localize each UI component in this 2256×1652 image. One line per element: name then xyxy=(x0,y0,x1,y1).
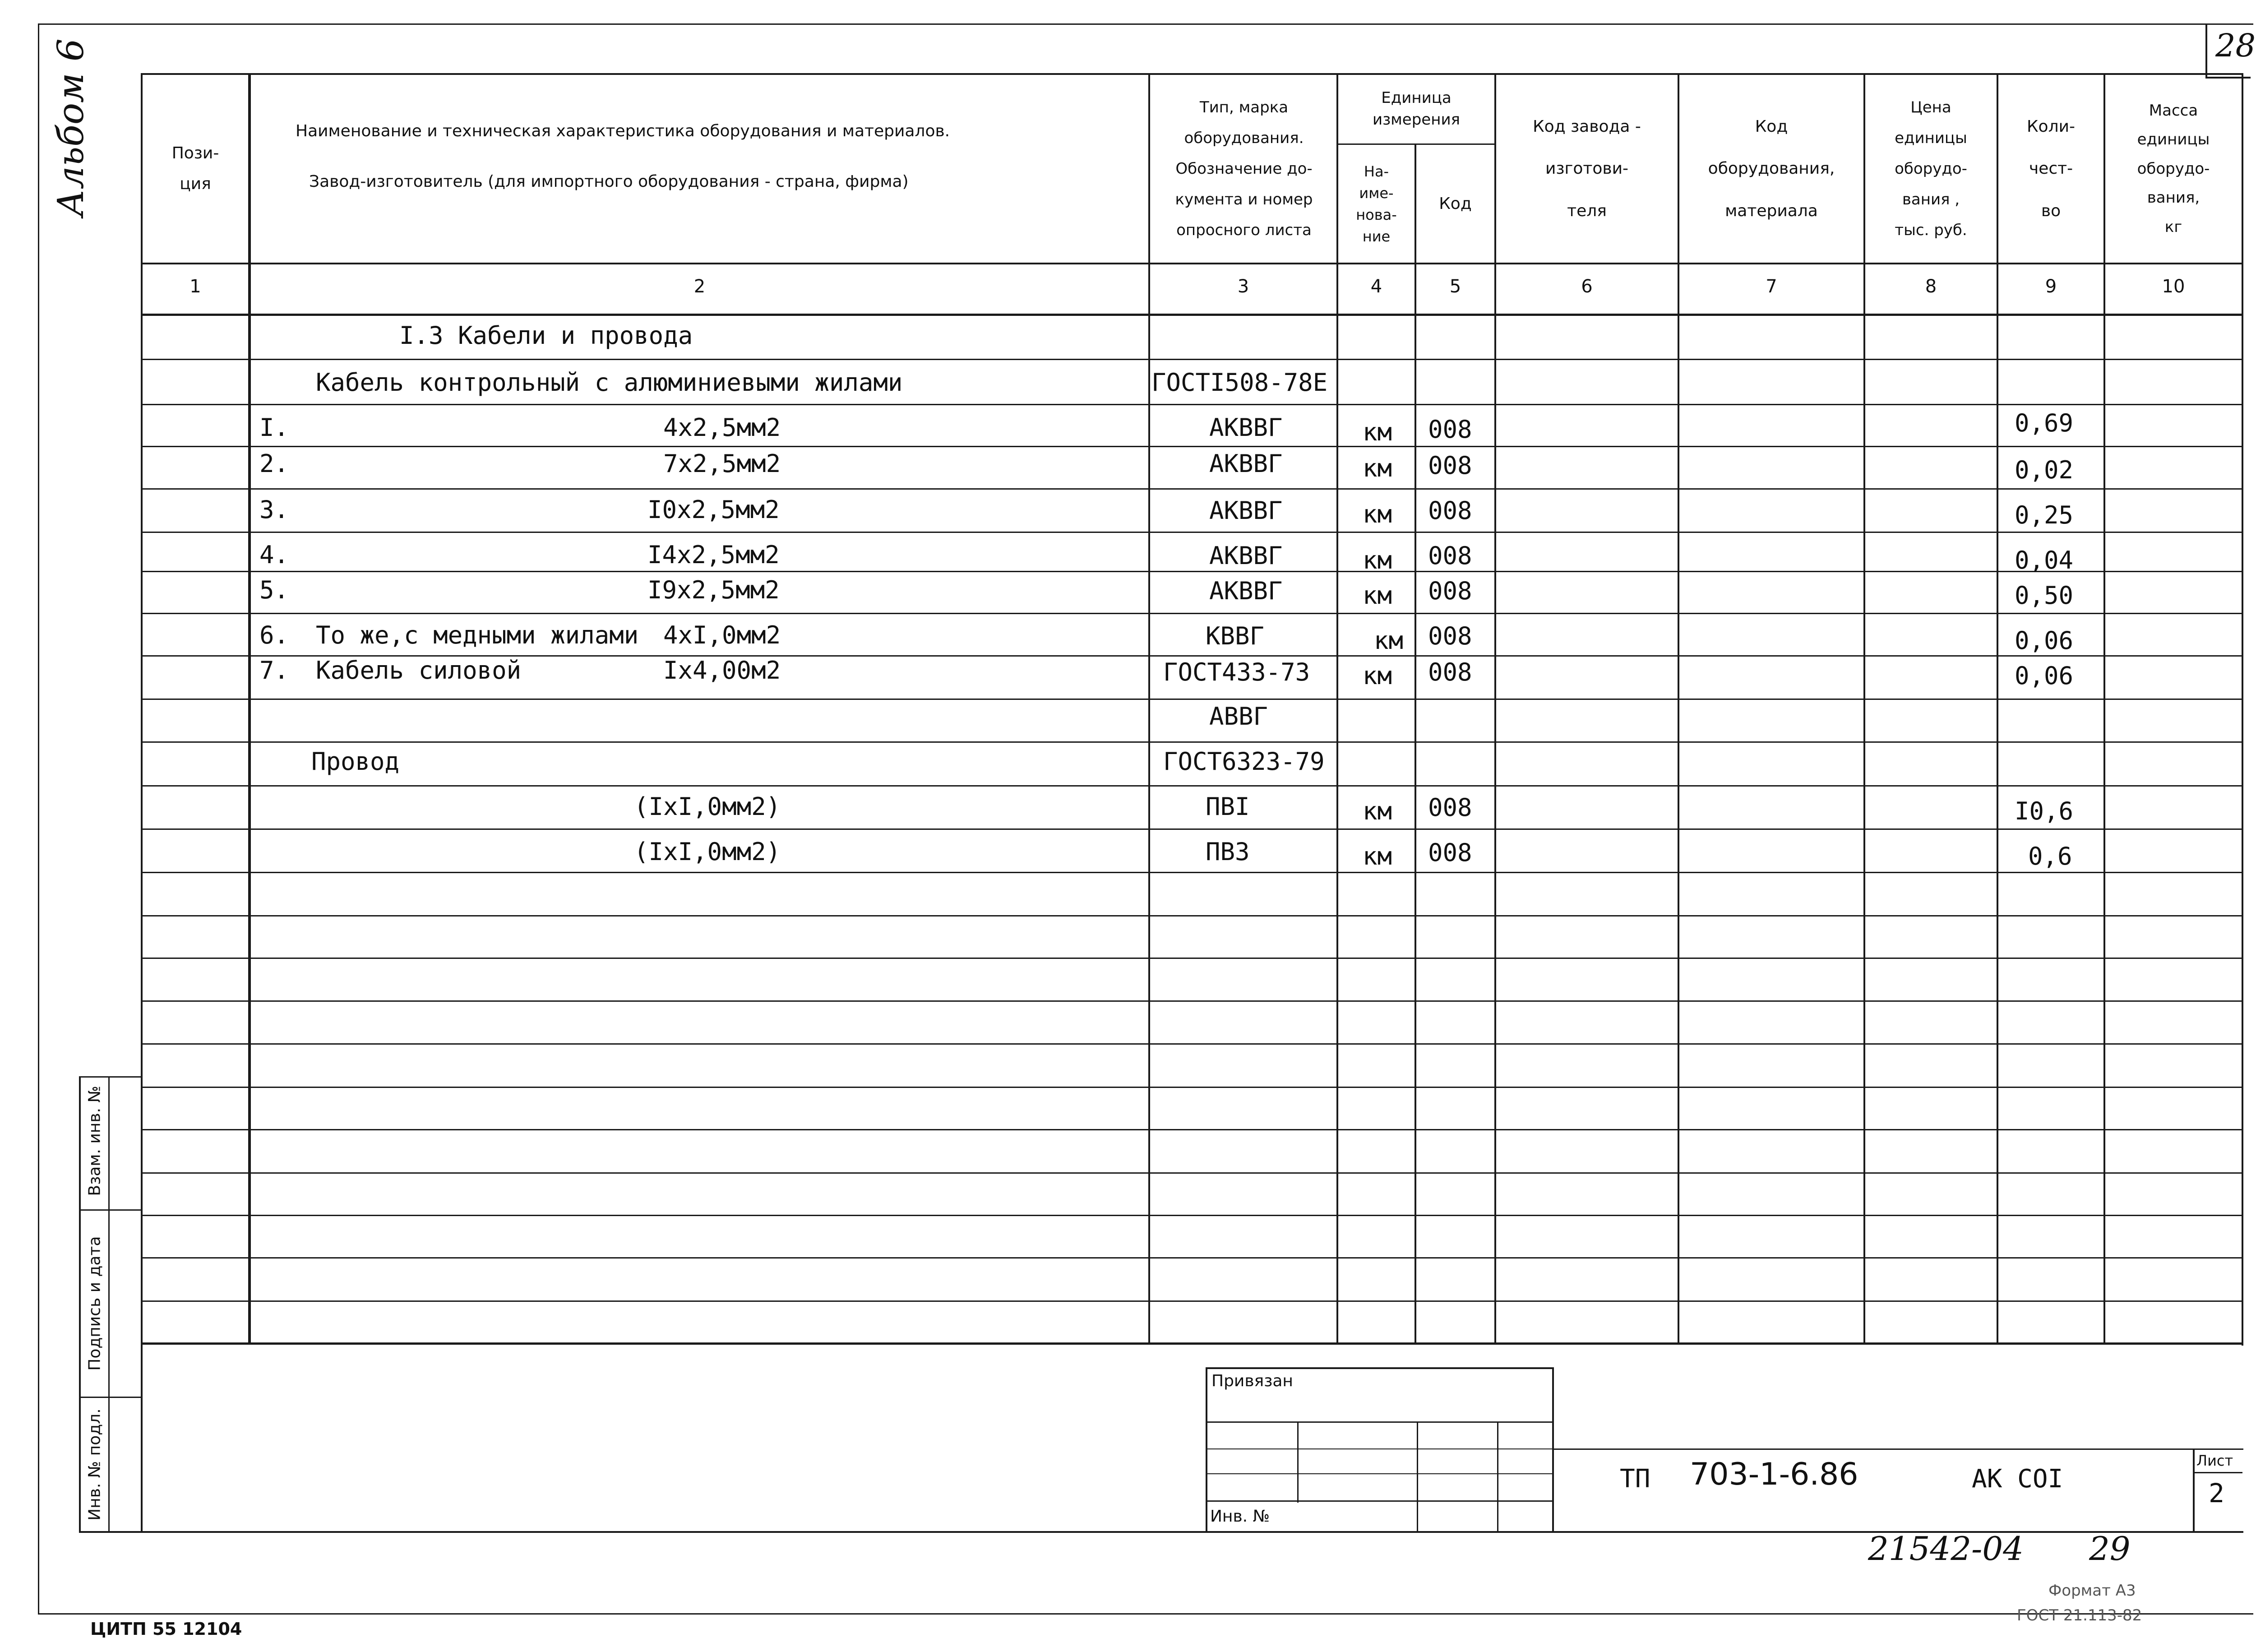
item-qty: 0,06 xyxy=(2015,626,2074,655)
side-label-vzam: Взам. инв. № xyxy=(85,1086,104,1196)
item-name: Кабель силовой xyxy=(316,656,522,685)
header-col4: На- име- нова- ние xyxy=(1356,163,1397,245)
item-code: 008 xyxy=(1428,415,1472,444)
pagebox-left xyxy=(2205,23,2207,78)
item-pos: 2. xyxy=(259,449,289,478)
handwritten-code: 21542-04 xyxy=(1868,1530,2024,1568)
table-body-bottom xyxy=(141,1342,2243,1345)
item-type: ГОСТ433-73 xyxy=(1163,658,1310,686)
item-code: 008 xyxy=(1428,541,1472,570)
side-stamp-div2 xyxy=(79,1397,141,1398)
row-line xyxy=(141,828,2243,830)
outer-frame-left xyxy=(38,23,39,1614)
outer-frame-bottom xyxy=(38,1613,2253,1615)
row-line xyxy=(141,915,2243,916)
header-col1: Пози- ция xyxy=(171,143,219,193)
side-stamp-inner xyxy=(108,1076,110,1532)
header-col2-line2: Завод-изготовитель (для импортного оборудования - страна, фирма) xyxy=(309,172,909,191)
row-line xyxy=(141,785,2243,787)
item-qty: 0,50 xyxy=(2015,581,2074,610)
vline-5 xyxy=(1494,73,1496,1343)
item-spec: Iх4,00м2 xyxy=(663,656,781,685)
colnum-9: 9 xyxy=(2045,276,2057,297)
item-spec: I9х2,5мм2 xyxy=(647,576,780,604)
colnum-3: 3 xyxy=(1237,276,1249,297)
item-name: То же,с медными жилами xyxy=(316,621,639,649)
item-type: АКВВГ xyxy=(1209,541,1283,570)
outer-frame-top xyxy=(38,23,2253,25)
stamp-tp: ТП xyxy=(1620,1464,1650,1494)
row-line xyxy=(141,1087,2243,1088)
item-code: 008 xyxy=(1428,658,1472,686)
control-cable-name: Кабель контрольный с алюминиевыми жилами xyxy=(316,368,903,397)
stamp-privyazan-left xyxy=(1206,1367,1207,1532)
stamp-inv-label: Инв. № xyxy=(1210,1507,1270,1526)
row-line xyxy=(141,488,2243,490)
side-stamp-right xyxy=(141,1076,143,1532)
item-pos: 5. xyxy=(259,576,289,604)
row-line xyxy=(141,1129,2243,1130)
footer-gost: ГОСТ 21.113-82 xyxy=(2017,1606,2142,1624)
wire-item-code: 008 xyxy=(1428,838,1472,867)
wire-item-type: ПВI xyxy=(1206,792,1250,821)
item-code: 008 xyxy=(1428,496,1472,525)
header-bottom xyxy=(141,263,2243,264)
header-col7: Код оборудования, материала xyxy=(1708,117,1835,220)
stamp-privyazan-label: Привязан xyxy=(1211,1372,1293,1390)
item-qty: 0,06 xyxy=(2015,662,2074,690)
item-type: АКВВГ xyxy=(1209,449,1283,478)
stamp-project-no: 703-1-6.86 xyxy=(1690,1457,1858,1492)
stamp-sheet-number: 2 xyxy=(2209,1478,2224,1509)
header-col2-line1: Наименование и техническая характеристика оборудования и материалов. xyxy=(296,122,950,140)
vline-3 xyxy=(1336,73,1338,1343)
item-qty: 0,04 xyxy=(2015,546,2074,574)
sheet-box-mid xyxy=(2193,1472,2242,1473)
item-spec: I4х2,5мм2 xyxy=(647,541,780,569)
item-code: 008 xyxy=(1428,622,1472,650)
avvg-type: АВВГ xyxy=(1209,702,1268,731)
stamp-privyazan-top xyxy=(1206,1367,1553,1369)
wire-doc: ГОСТ6323-79 xyxy=(1163,747,1325,776)
item-type: АКВВГ xyxy=(1209,413,1283,442)
side-stamp-left xyxy=(79,1076,81,1532)
item-spec: I0х2,5мм2 xyxy=(647,495,780,524)
row-line xyxy=(141,1215,2243,1216)
item-pos: I. xyxy=(259,413,289,442)
row-line xyxy=(141,958,2243,959)
colnum-5: 5 xyxy=(1449,276,1461,297)
section-title: I.3 Кабели и провода xyxy=(399,321,693,350)
titleblock-top xyxy=(1553,1448,2243,1450)
stamp-vline-c xyxy=(1497,1421,1498,1532)
item-type: АКВВГ xyxy=(1209,577,1283,605)
page-number: 28 xyxy=(2215,27,2256,64)
item-qty: 0,25 xyxy=(2015,501,2074,529)
item-pos: 4. xyxy=(259,541,289,569)
wire-item-qty: I0,6 xyxy=(2015,797,2074,825)
header-col9: Коли- чест- во xyxy=(2027,117,2075,220)
item-unit: км xyxy=(1374,626,1404,655)
colnum-6: 6 xyxy=(1581,276,1593,297)
header-col8: Цена единицы оборудо- вания , тыс. руб. xyxy=(1895,98,1967,239)
stamp-sheet-label: Лист xyxy=(2196,1452,2233,1469)
stamp-vline-b xyxy=(1417,1421,1418,1532)
side-label-inv: Инв. № подл. xyxy=(85,1408,104,1521)
header-col45-group: Единица измерения xyxy=(1372,89,1461,129)
row-line xyxy=(141,446,2243,447)
footer-citp: ЦИТП 55 12104 xyxy=(90,1619,242,1639)
colnum-2: 2 xyxy=(693,276,706,297)
row-line xyxy=(141,872,2243,873)
row-line xyxy=(141,571,2243,572)
item-type: КВВГ xyxy=(1206,622,1265,650)
header-col6: Код завода - изготови- теля xyxy=(1533,117,1641,220)
wire-item-code: 008 xyxy=(1428,793,1472,822)
row-line xyxy=(141,1172,2243,1174)
wire-item-spec: (IхI,0мм2) xyxy=(634,838,781,866)
item-unit: км xyxy=(1363,418,1392,446)
vline-7 xyxy=(1863,73,1865,1343)
vline-6 xyxy=(1678,73,1679,1343)
wire-item-unit: км xyxy=(1363,842,1392,870)
item-unit: км xyxy=(1363,500,1392,528)
side-stamp-div1 xyxy=(79,1209,141,1211)
item-type: АКВВГ xyxy=(1209,496,1283,525)
item-qty: 0,69 xyxy=(2015,409,2074,437)
item-code: 008 xyxy=(1428,577,1472,605)
colnum-bottom xyxy=(141,314,2243,316)
row-line xyxy=(141,404,2243,405)
colnum-10: 10 xyxy=(2162,276,2185,297)
colnum-7: 7 xyxy=(1766,276,1777,297)
wire-item-spec: (IхI,0мм2) xyxy=(634,792,781,821)
handwritten-page: 29 xyxy=(2089,1530,2131,1568)
row-line xyxy=(141,741,2243,743)
item-spec: 4х2,5мм2 xyxy=(663,413,781,442)
item-code: 008 xyxy=(1428,451,1472,480)
stamp-line-d xyxy=(1206,1500,1553,1502)
row-line xyxy=(141,359,2243,360)
colnum-1: 1 xyxy=(190,276,201,297)
wire-name: Провод xyxy=(311,747,400,776)
header-col5: Код xyxy=(1439,194,1472,213)
item-unit: км xyxy=(1363,546,1392,574)
side-stamp-top xyxy=(79,1076,141,1078)
stamp-line-c xyxy=(1206,1473,1553,1474)
header-col10: Масса единицы оборудо- вания, кг xyxy=(2137,101,2210,236)
stamp-vline-a xyxy=(1297,1421,1299,1503)
album-label: Альбом 6 xyxy=(50,38,92,217)
wire-item-qty: 0,6 xyxy=(2028,842,2072,870)
item-unit: км xyxy=(1363,662,1392,690)
row-line xyxy=(141,1300,2243,1302)
footer-format: Формат А3 xyxy=(2048,1582,2136,1600)
side-label-podpis: Подпись и дата xyxy=(85,1236,104,1371)
item-spec: 7х2,5мм2 xyxy=(663,449,781,478)
item-unit: км xyxy=(1363,581,1392,610)
item-pos: 6. xyxy=(259,621,289,649)
row-line xyxy=(141,1257,2243,1259)
item-spec: 4хI,0мм2 xyxy=(663,621,781,649)
item-pos: 7. xyxy=(259,656,289,685)
colnum-4: 4 xyxy=(1370,276,1382,297)
vline-9 xyxy=(2103,73,2105,1343)
stamp-doc-code: АК COI xyxy=(1972,1464,2063,1494)
vline-1 xyxy=(248,73,251,1343)
row-line xyxy=(141,1043,2243,1045)
item-qty: 0,02 xyxy=(2015,456,2074,484)
stamp-line-a xyxy=(1206,1421,1553,1423)
row-line xyxy=(141,699,2243,700)
row-line xyxy=(141,1000,2243,1002)
sheet-box-left xyxy=(2193,1448,2195,1532)
row-line xyxy=(141,532,2243,533)
wire-item-type: ПВ3 xyxy=(1206,838,1250,866)
item-pos: 3. xyxy=(259,495,289,524)
vline-4 xyxy=(1415,144,1416,1343)
stamp-line-b xyxy=(1206,1448,1553,1449)
row-line xyxy=(141,613,2243,614)
header-col3: Тип, марка оборудования. Обозначение до- кумента и номер опросного листа xyxy=(1175,98,1313,239)
wire-item-unit: км xyxy=(1363,797,1392,825)
control-cable-doc: ГОСТI508-78Е xyxy=(1151,368,1328,397)
item-unit: км xyxy=(1363,454,1392,482)
unit-subheader-line xyxy=(1336,143,1496,145)
vline-2 xyxy=(1148,73,1150,1343)
colnum-8: 8 xyxy=(1925,276,1937,297)
vline-8 xyxy=(1997,73,1998,1343)
